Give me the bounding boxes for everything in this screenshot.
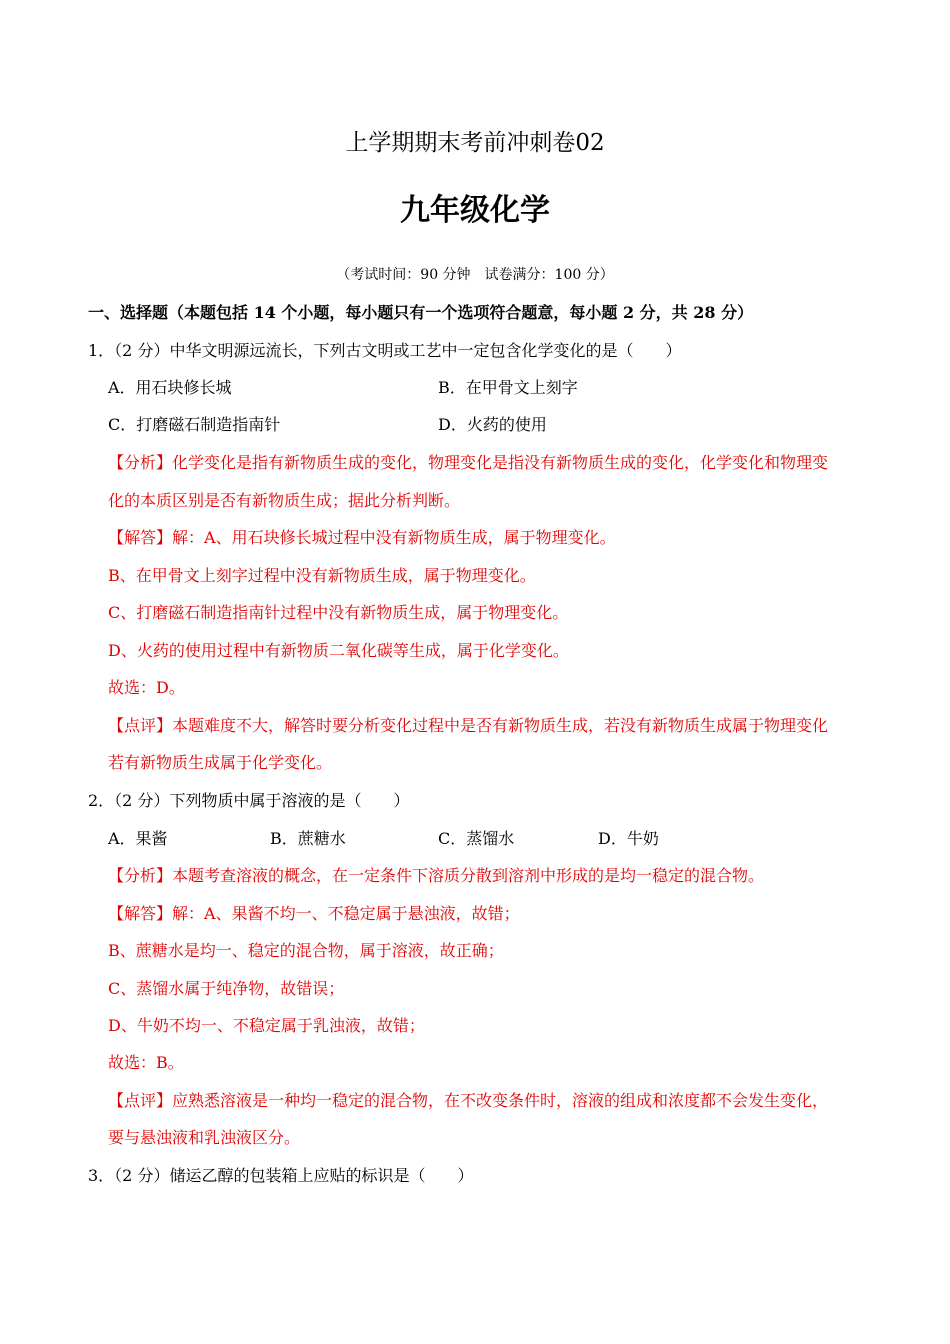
analysis-tag: 【分析】 — [108, 453, 173, 472]
answer-tag: 【解答】 — [108, 528, 173, 547]
question-2-option-a: A．果酱 — [108, 829, 168, 848]
question-1-comment-cont: 若有新物质生成属于化学变化。 — [108, 753, 333, 772]
question-1-comment — [108, 715, 828, 737]
exam-meta: （考试时间：90 分钟 试卷满分：100 分） — [336, 267, 614, 283]
question-1-option-d: D．火药的使用 — [438, 415, 547, 434]
question-2-answer — [108, 903, 520, 925]
analysis-text: 本题考查溶液的概念，在一定条件下溶质分散到溶剂中形成的是均一稳定的混合物。 — [172, 866, 765, 885]
answer-text: 解：A、果酱不均一、不稳定属于悬浊液，故错； — [172, 904, 520, 923]
question-1-choice: 故选：D。 — [108, 678, 185, 697]
comment-tag: 【点评】 — [108, 716, 173, 735]
question-1-option-a: A．用石块修长城 — [108, 378, 232, 397]
question-3-stem: 3．（2 分）储运乙醇的包装箱上应贴的标识是（ ） — [88, 1166, 474, 1185]
question-2-analysis — [108, 865, 764, 887]
question-1-answer-b: B、在甲骨文上刻字过程中没有新物质生成，属于物理变化。 — [108, 566, 536, 585]
question-2-answer-c: C、蒸馏水属于纯净物，故错误； — [108, 979, 345, 998]
question-1-stem: 1．（2 分）中华文明源远流长，下列古文明或工艺中一定包含化学变化的是（ ） — [88, 341, 682, 360]
question-2-comment-cont: 要与悬浊液和乳浊液区分。 — [108, 1128, 301, 1147]
question-2-answer-d: D、牛奶不均一、不稳定属于乳浊液，故错； — [108, 1016, 425, 1035]
question-2-option-d: D．牛奶 — [598, 829, 659, 848]
question-1-analysis-cont: 化的本质区别是否有新物质生成；据此分析判断。 — [108, 491, 461, 510]
question-1-analysis — [108, 452, 828, 474]
answer-text: 解：A、用石块修长城过程中没有新物质生成，属于物理变化。 — [172, 528, 616, 547]
question-2-option-c: C．蒸馏水 — [438, 829, 515, 848]
question-1-answer — [108, 527, 616, 549]
question-2-choice: 故选：B。 — [108, 1053, 184, 1072]
subject-title: 九年级化学 — [400, 193, 550, 228]
comment-text: 本题难度不大，解答时要分析变化过程中是否有新物质生成，若没有新物质生成属于物理变化 — [172, 716, 829, 735]
question-1-option-b: B．在甲骨文上刻字 — [438, 378, 578, 397]
question-2-stem: 2．（2 分）下列物质中属于溶液的是（ ） — [88, 791, 410, 810]
analysis-text: 化学变化是指有新物质生成的变化，物理变化是指没有新物质生成的变化，化学变化和物理变 — [172, 453, 829, 472]
answer-tag: 【解答】 — [108, 904, 173, 923]
analysis-tag: 【分析】 — [108, 866, 173, 885]
comment-text: 应熟悉溶液是一种均一稳定的混合物，在不改变条件时，溶液的组成和浓度都不会发生变化， — [172, 1091, 829, 1110]
question-1-option-c: C．打磨磁石制造指南针 — [108, 415, 281, 434]
section-heading: 一、选择题（本题包括 14 个小题，每小题只有一个选项符合题意，每小题 2 分，共 28 分） — [88, 303, 754, 322]
question-2-comment — [108, 1090, 828, 1112]
question-2-answer-b: B、蔗糖水是均一、稳定的混合物，属于溶液，故正确； — [108, 941, 504, 960]
question-2-option-b: B．蔗糖水 — [270, 829, 346, 848]
question-1-answer-d: D、火药的使用过程中有新物质二氧化碳等生成，属于化学变化。 — [108, 641, 569, 660]
comment-tag: 【点评】 — [108, 1091, 173, 1110]
question-1-answer-c: C、打磨磁石制造指南针过程中没有新物质生成，属于物理变化。 — [108, 603, 569, 622]
exam-title: 上学期期末考前冲刺卷02 — [345, 130, 605, 156]
